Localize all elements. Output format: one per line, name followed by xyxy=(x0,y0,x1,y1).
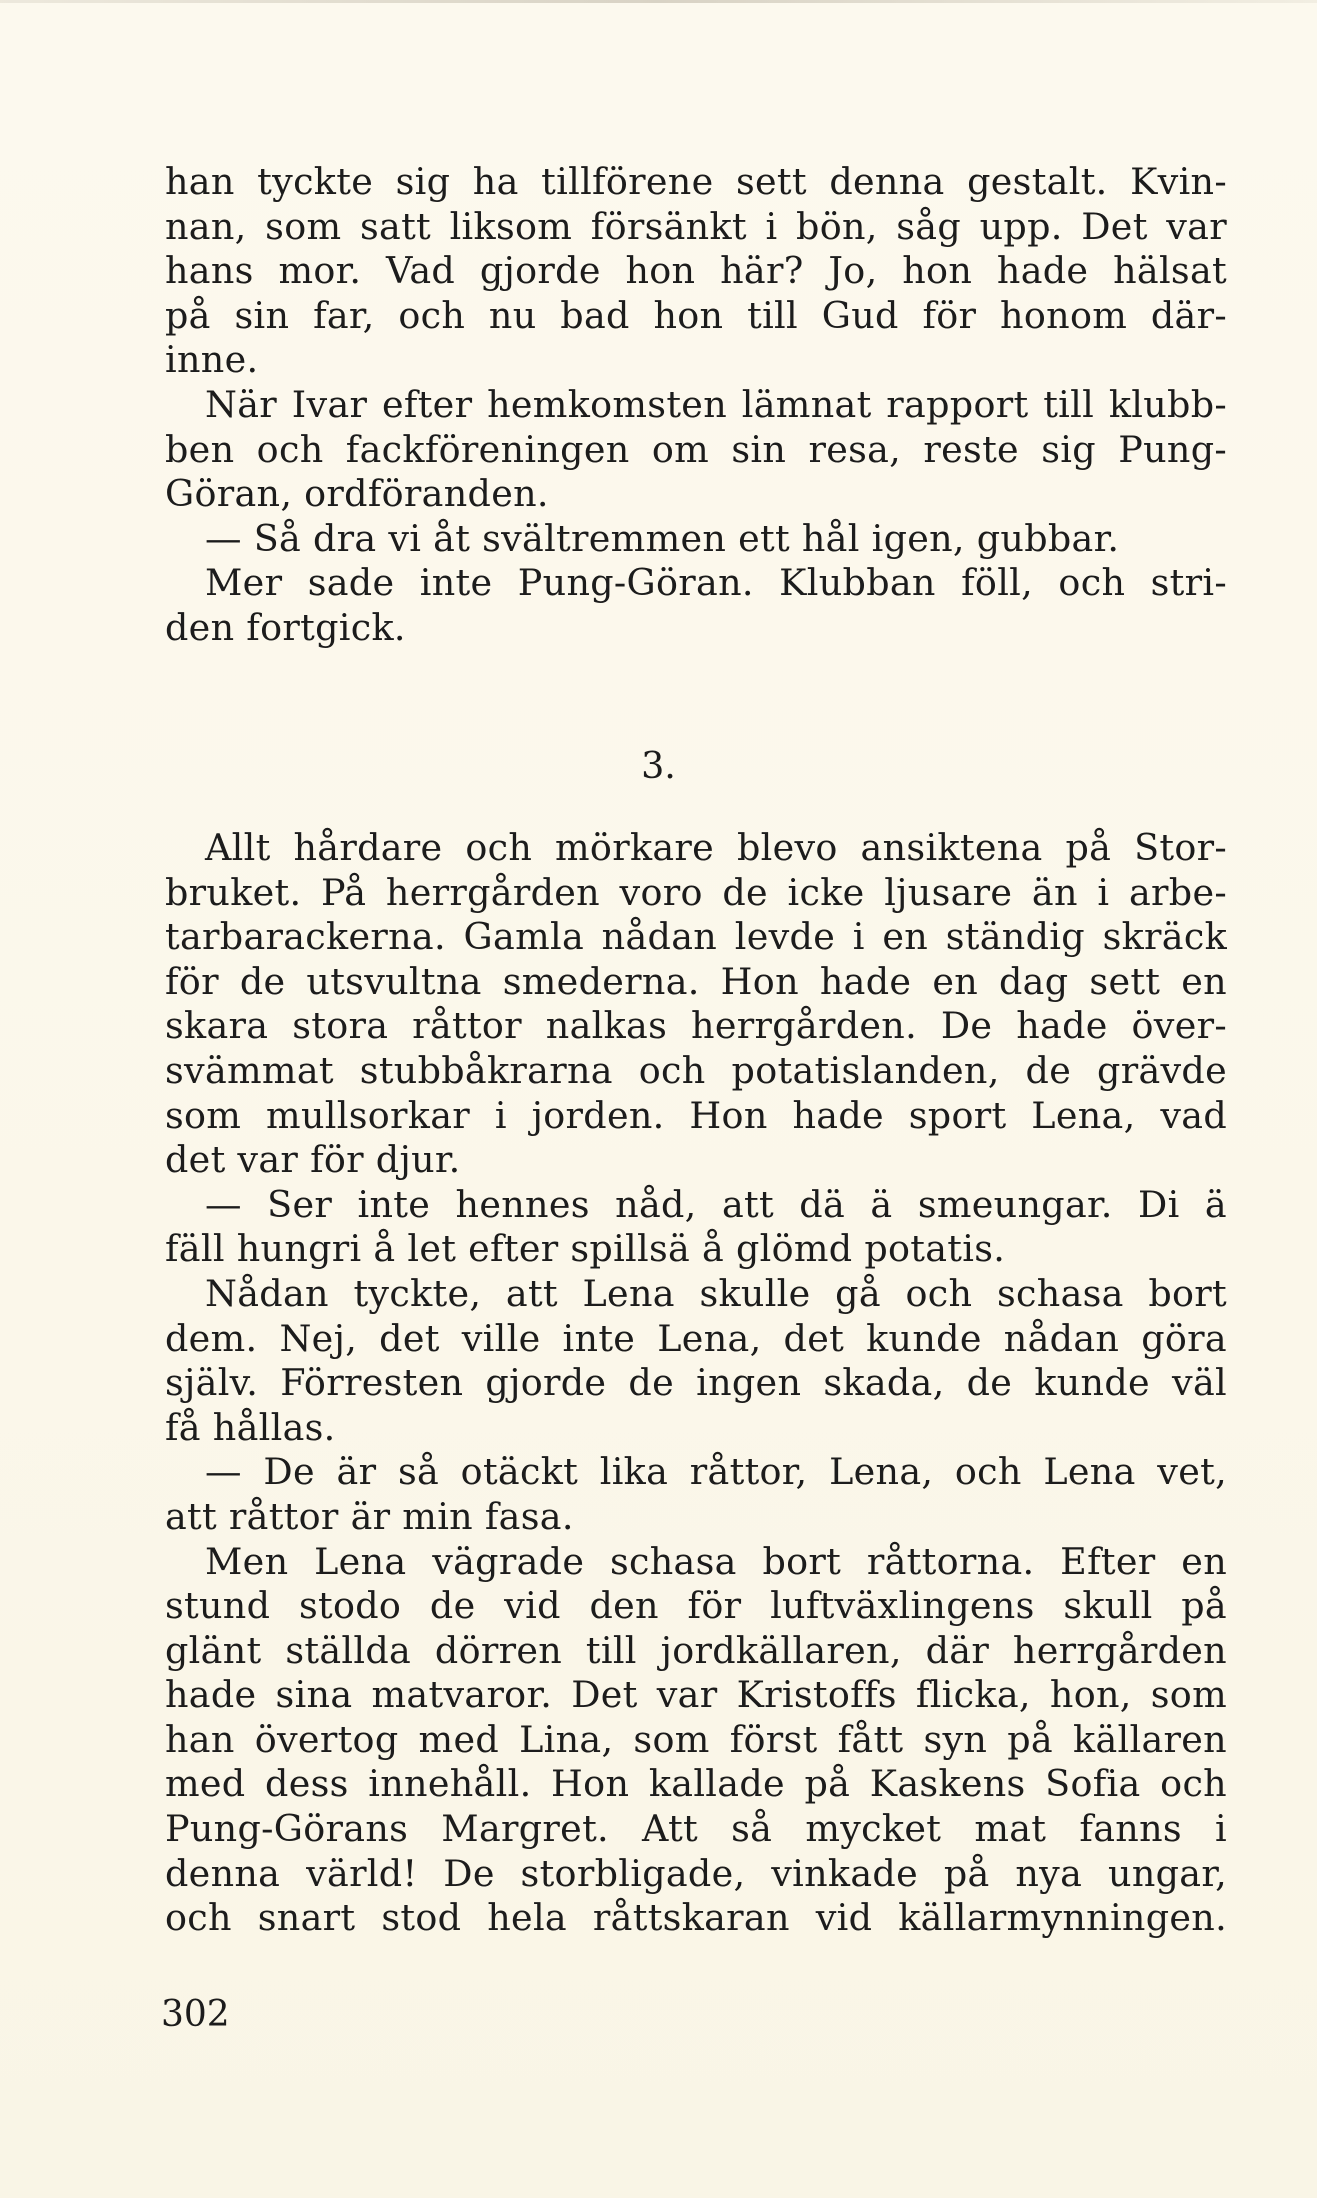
text-line: När Ivar efter hemkomsten lämnat rapport till klubb- xyxy=(205,382,1227,426)
text-line: för de utsvultna smederna. Hon hade en dag sett en xyxy=(165,959,1227,1003)
text-line: han tyckte sig ha tillförene sett denna gestalt. Kvin- xyxy=(165,160,1227,203)
text-line: — Så dra vi åt svältremmen ett hål igen, gubbar. xyxy=(205,516,1120,560)
text-line: det var för djur. xyxy=(165,1138,461,1182)
text-line: bruket. På herrgården voro de icke ljusare än i arbe- xyxy=(165,870,1227,914)
text-line: — Ser inte hennes nåd, att dä ä smeungar. Di ä xyxy=(205,1182,1227,1226)
text-line: Nådan tyckte, att Lena skulle gå och schasa bort xyxy=(205,1271,1227,1315)
text-line: som mullsorkar i jorden. Hon hade sport Lena, vad xyxy=(165,1093,1227,1137)
text-line: Pung-Görans Margret. Att så mycket mat fanns i xyxy=(165,1807,1227,1851)
text-line: stund stodo de vid den för luftväxlingens skull på xyxy=(165,1584,1227,1628)
text-line: inne. xyxy=(165,338,259,382)
text-line: med dess innehåll. Hon kallade på Kaskens Sofia och xyxy=(165,1762,1227,1806)
text-line: han övertog med Lina, som först fått syn på källaren xyxy=(165,1717,1227,1761)
text-line: — De är så otäckt lika råttor, Lena, och Lena vet, xyxy=(205,1450,1227,1494)
section-number: 3. xyxy=(641,744,676,787)
text-line: Göran, ordföranden. xyxy=(165,472,549,516)
text-line: glänt ställda dörren till jordkällaren, där herrgården xyxy=(165,1628,1227,1672)
text-line: dem. Nej, det ville inte Lena, det kunde nådan göra xyxy=(165,1316,1227,1360)
text-line: Mer sade inte Pung-Göran. Klubban föll, och stri- xyxy=(205,561,1227,605)
text-line: nan, som satt liksom försänkt i bön, såg upp. Det var xyxy=(165,204,1227,248)
text-line: skara stora råttor nalkas herrgården. De hade över- xyxy=(165,1004,1227,1048)
text-line: hans mor. Vad gjorde hon här? Jo, hon hade hälsat xyxy=(165,249,1227,293)
text-line: ben och fackföreningen om sin resa, reste sig Pung- xyxy=(165,427,1227,471)
page-number: 302 xyxy=(161,1994,230,2035)
text-line: den fortgick. xyxy=(165,605,406,649)
text-line: själv. Förresten gjorde de ingen skada, de kunde väl xyxy=(165,1361,1227,1405)
page-top-edge xyxy=(0,0,1317,3)
text-line: svämmat stubbåkrarna och potatislanden, de grävde xyxy=(165,1048,1227,1092)
text-line: denna värld! De storbligade, vinkade på nya ungar, xyxy=(165,1851,1227,1895)
text-block-after-section xyxy=(165,826,1227,1941)
text-line: få hållas. xyxy=(165,1405,336,1449)
text-line: tarbarackerna. Gamla nådan levde i en ständig skräck xyxy=(165,915,1227,959)
text-line: Men Lena vägrade schasa bort råttorna. Efter en xyxy=(205,1539,1227,1583)
text-line: hade sina matvaror. Det var Kristoffs flicka, hon, som xyxy=(165,1673,1227,1717)
text-line: på sin far, och nu bad hon till Gud för honom där- xyxy=(165,293,1227,337)
text-line: att råttor är min fasa. xyxy=(165,1494,574,1538)
text-block-before-section xyxy=(165,160,1227,651)
text-line: Allt hårdare och mörkare blevo ansiktena på Stor- xyxy=(205,826,1227,869)
text-line: fäll hungri å let efter spillsä å glömd potatis. xyxy=(165,1227,1006,1271)
text-line: och snart stod hela råttskaran vid källarmynningen. xyxy=(165,1896,1227,1940)
